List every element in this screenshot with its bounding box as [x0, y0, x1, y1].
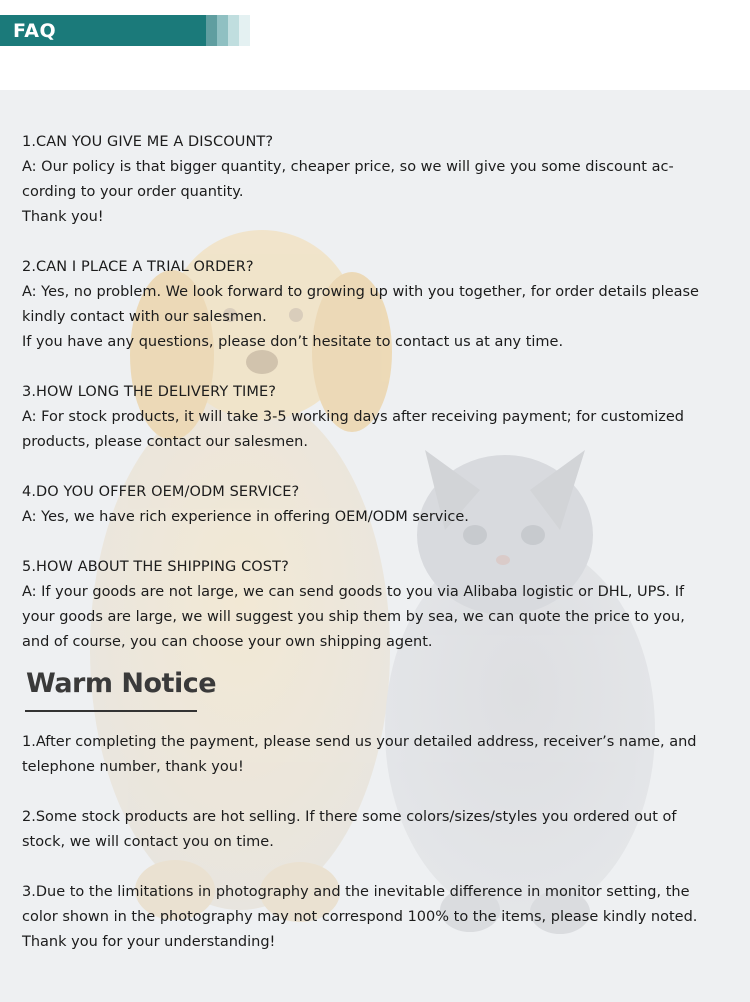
faq-answer-line: Thank you! — [22, 209, 104, 225]
faq-title: FAQ — [13, 20, 57, 42]
notice-item — [22, 805, 722, 855]
banner-strip — [239, 15, 250, 46]
faq-item — [22, 255, 722, 355]
content-panel — [0, 90, 750, 1002]
faq-answer-line: A: Our policy is that bigger quantity, cheaper price, so we will give you some discount ac- — [22, 159, 674, 175]
faq-item — [22, 480, 722, 530]
notice-line: stock, we will contact you on time. — [22, 834, 274, 850]
banner-strip — [217, 15, 228, 46]
notice-item — [22, 730, 722, 780]
faq-question: 3.HOW LONG THE DELIVERY TIME? — [22, 384, 277, 400]
faq-banner — [0, 15, 250, 46]
faq-answer-line: If you have any questions, please don’t hesitate to contact us at any time. — [22, 334, 564, 350]
notice-line: 2.Some stock products are hot selling. If there some colors/sizes/styles you ordered out of — [22, 809, 677, 825]
faq-answer-line: cording to your order quantity. — [22, 184, 244, 200]
faq-answer-line: products, please contact our salesmen. — [22, 434, 308, 450]
faq-answer-line: A: If your goods are not large, we can send goods to you via Alibaba logistic or DHL, UPS. If — [22, 584, 685, 600]
warm-notice-underline — [25, 710, 197, 712]
faq-answer-line: and of course, you can choose your own shipping agent. — [22, 634, 433, 650]
faq-item — [22, 380, 722, 455]
notice-line: telephone number, thank you! — [22, 759, 244, 775]
faq-answer-line: your goods are large, we will suggest you ship them by sea, we can quote the price to you, — [22, 609, 685, 625]
notice-line: 3.Due to the limitations in photography and the inevitable difference in monitor setting, the — [22, 884, 690, 900]
faq-item — [22, 130, 722, 230]
notice-line: Thank you for your understanding! — [22, 934, 276, 950]
faq-answer-line: A: Yes, no problem. We look forward to growing up with you together, for order details please — [22, 284, 699, 300]
warm-notice-title: Warm Notice — [26, 668, 217, 699]
banner-strip — [228, 15, 239, 46]
faq-question: 5.HOW ABOUT THE SHIPPING COST? — [22, 559, 289, 575]
faq-question: 4.DO YOU OFFER OEM/ODM SERVICE? — [22, 484, 300, 500]
faq-answer-line: kindly contact with our salesmen. — [22, 309, 267, 325]
faq-banner-bar — [0, 15, 206, 46]
notice-line: 1.After completing the payment, please send us your detailed address, receiver’s name, and — [22, 734, 697, 750]
faq-answer-line: A: For stock products, it will take 3-5 working days after receiving payment; for customized — [22, 409, 684, 425]
faq-question: 2.CAN I PLACE A TRIAL ORDER? — [22, 259, 254, 275]
notice-line: color shown in the photography may not correspond 100% to the items, please kindly noted. — [22, 909, 698, 925]
banner-strip — [206, 15, 217, 46]
faq-item — [22, 555, 722, 655]
faq-answer-line: A: Yes, we have rich experience in offering OEM/ODM service. — [22, 509, 469, 525]
faq-question: 1.CAN YOU GIVE ME A DISCOUNT? — [22, 134, 274, 150]
notice-item — [22, 880, 722, 955]
